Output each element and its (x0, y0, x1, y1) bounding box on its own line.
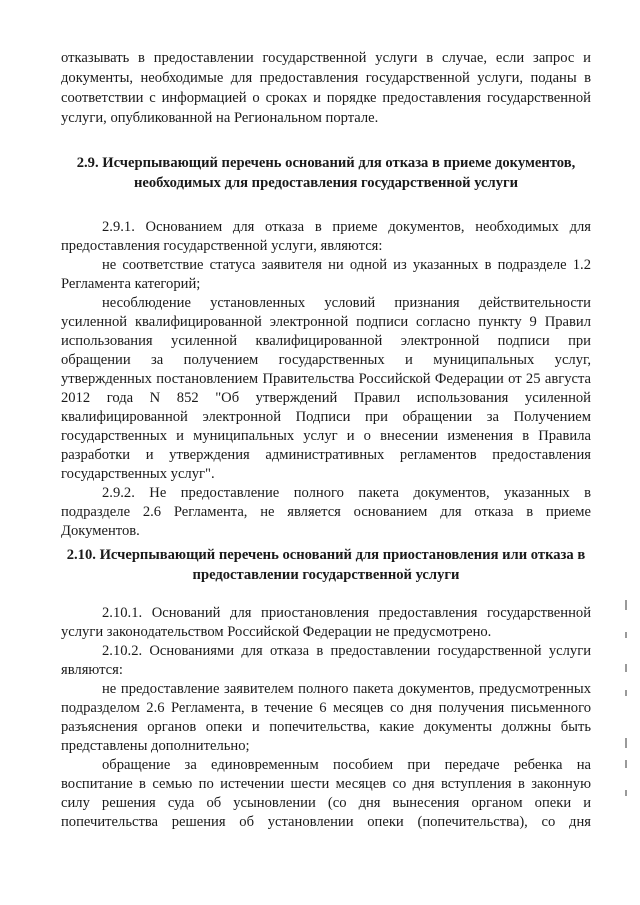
text-line: обращении за получением государственных и муниципальных услуг, (61, 352, 591, 368)
text-line: силу решения суда об усыновлении (со дня вынесения органом опеки и (61, 795, 591, 811)
text-line: отказывать в предоставлении государственной услуги в случае, если запрос и (61, 50, 591, 66)
text-line: разъяснения органов опеки и попечительства, какие документы должны быть (61, 719, 591, 735)
text-line: использования усиленной квалифицированной электронной подписи при (61, 333, 591, 349)
text-line: являются: (61, 662, 123, 678)
scan-mark (625, 760, 627, 768)
scan-mark (625, 632, 627, 638)
scan-mark (625, 600, 627, 610)
text-line: подразделе 2.6 Регламента, не является основанием для отказа в приеме (61, 504, 591, 520)
text-line: Регламента категорий; (61, 276, 201, 292)
scan-mark (625, 790, 627, 796)
text-line: 2.10.1. Оснований для приостановления предоставления государственной (102, 605, 591, 621)
text-line: не соответствие статуса заявителя ни одной из указанных в подразделе 1.2 (102, 257, 591, 273)
text-line: усиленной квалифицированной электронной подписи согласно пункту 9 Правил (61, 314, 591, 330)
section-heading-2-9-line2: необходимых для предоставления государственной услуги (133, 175, 519, 191)
text-line: воспитание в семью по истечении шести месяцев со дня вступления в законную (61, 776, 591, 792)
text-line: соответствии с информацией о сроках и порядке предоставления государственной (61, 90, 591, 106)
scan-mark (625, 664, 627, 672)
text-line: Документов. (61, 523, 140, 539)
section-heading-2-9-line1: 2.9. Исчерпывающий перечень оснований для отказа в приеме документов, (76, 155, 576, 171)
text-line: не предоставление заявителем полного пакета документов, предусмотренных (102, 681, 591, 697)
text-line: утвержденных постановлением Правительства Российской Федерации от 25 августа (61, 371, 591, 387)
text-line: 2.9.2. Не предоставление полного пакета документов, указанных в (102, 485, 591, 501)
section-heading-2-10-line1: 2.10. Исчерпывающий перечень оснований для приостановления или отказа в (66, 547, 586, 563)
text-line: подразделом 2.6 Регламента, в течение 6 месяцев со дня получения письменного (61, 700, 591, 716)
scan-mark (625, 690, 627, 696)
text-line: несоблюдение установленных условий признания действительности (102, 295, 591, 311)
text-line: предоставления государственной услуги, являются: (61, 238, 383, 254)
scan-mark (625, 738, 627, 748)
text-line: государственных и муниципальных услуг и о внесении изменения в Правила (61, 428, 591, 444)
text-line: 2.9.1. Основанием для отказа в приеме документов, необходимых для (102, 219, 591, 235)
text-line: квалифицированной электронной Подписи при обращении за Получением (61, 409, 591, 425)
text-line: услуги законодательством Российской Федерации не предусмотрено. (61, 624, 492, 640)
text-line: попечительства решения об установлении опеки (попечительства), со дня (61, 814, 591, 830)
text-line: обращение за единовременным пособием при передаче ребенка на (102, 757, 591, 773)
text-line: разработки и утверждения административных регламентов предоставления (61, 447, 591, 463)
text-line: представлены дополнительно; (61, 738, 250, 754)
text-line: 2012 года N 852 "Об утверждений Правил использования усиленной (61, 390, 591, 406)
section-heading-2-10-line2: предоставлении государственной услуги (192, 567, 460, 583)
text-line: 2.10.2. Основаниями для отказа в предоставлении государственной услуги (102, 643, 591, 659)
text-line: услуги, опубликованной на Региональном портале. (61, 110, 379, 126)
text-line: документы, необходимые для предоставления государственной услуги, поданы в (61, 70, 591, 86)
text-line: государственных услуг". (61, 466, 215, 482)
